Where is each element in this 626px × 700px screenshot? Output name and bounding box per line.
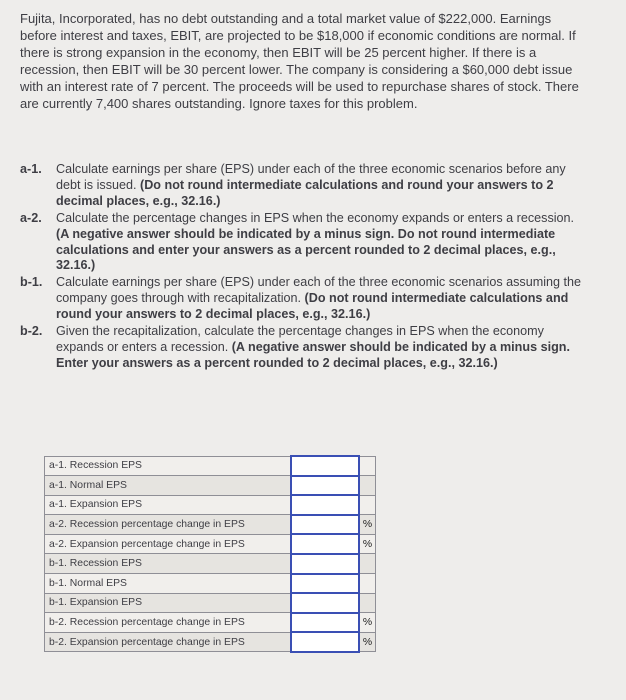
question-text: Calculate the percentage changes in EPS when the economy expands or enters a recession. [56,210,575,225]
problem-statement: Fujita, Incorporated, has no debt outstanding and a total market value of $222,000. Earnings before interest and taxes, EBIT, are projected to be $18,000 if economic conditions are normal. If there is strong expansion in the economy, then EBIT will be 25 percent higher. If there is a recession, then EBIT will be 30 percent lower. The company is considering a $60,000 debt issue with an interest rate of 7 percent. The proceeds will be used to repurchase shares of stock. There are currently 7,400 shares outstanding. Ignore taxes for this problem. [20,11,579,111]
answer-input-cell[interactable] [291,574,359,594]
question-a1 [20,162,590,210]
answer-input-cell[interactable] [291,593,359,613]
unit-cell [359,574,376,594]
table-row [45,476,376,496]
answer-table [44,455,376,653]
question-a2 [20,211,590,275]
question-label: b-2. [20,324,43,339]
answer-input-cell[interactable] [291,632,359,652]
question-list [20,162,590,373]
answer-input-cell[interactable] [291,456,359,476]
row-label: b-2. Recession percentage change in EPS [45,613,292,633]
question-text: Given the recapitalization, calculate the percentage changes in EPS when the economy expands or enters a recession. [56,324,544,354]
question-instruction: (A negative answer should be indicated by a minus sign. Enter your answers as a percent rounded to 2 decimal places, e.g., 32.16.) [56,339,570,370]
table-row [45,456,376,476]
unit-cell [359,554,376,574]
question-text: Calculate earnings per share (EPS) under each of the three economic scenarios before any debt is issued. [56,162,566,192]
unit-cell [359,593,376,613]
row-label: a-1. Normal EPS [45,476,292,496]
answer-input-cell[interactable] [291,613,359,633]
table-row [45,574,376,594]
percent-unit: % [359,632,376,652]
question-label: b-1. [20,275,43,290]
row-label: b-2. Expansion percentage change in EPS [45,632,292,652]
row-label: b-1. Normal EPS [45,574,292,594]
answer-input-cell[interactable] [291,554,359,574]
table-row [45,593,376,613]
row-label: a-1. Expansion EPS [45,495,292,515]
question-instruction: (A negative answer should be indicated by a minus sign. Do not round intermediate calculations and enter your answers as a percent rounded to 2 decimal places, e.g., 32.16.) [56,226,556,273]
percent-unit: % [359,613,376,633]
unit-cell [359,476,376,496]
question-b1 [20,275,590,323]
question-instruction: (Do not round intermediate calculations and round your answers to 2 decimal places, e.g., 32.16.) [56,291,569,322]
table-row [45,554,376,574]
row-label: b-1. Expansion EPS [45,593,292,613]
question-label: a-1. [20,162,42,176]
answer-input-cell[interactable] [291,495,359,515]
table-row [45,632,376,652]
percent-unit: % [359,515,376,535]
answer-input-cell[interactable] [291,476,359,496]
answer-input-cell[interactable] [291,515,359,535]
table-row [45,534,376,554]
table-row [45,613,376,633]
row-label: a-2. Expansion percentage change in EPS [45,534,292,554]
question-label: a-2. [20,210,42,225]
question-b2 [20,324,590,372]
question-instruction: (Do not round intermediate calculations and round your answers to 2 decimal places, e.g., 32.16.) [56,177,554,208]
table-row [45,495,376,515]
question-text: Calculate earnings per share (EPS) under each of the three economic scenarios assuming the company goes through with recapitalization. [56,275,582,306]
row-label: b-1. Recession EPS [45,554,292,574]
answer-input-cell[interactable] [291,534,359,554]
table-row [45,515,376,535]
row-label: a-2. Recession percentage change in EPS [45,515,292,535]
row-label: a-1. Recession EPS [45,456,292,476]
unit-cell [359,495,376,515]
unit-cell [359,456,376,476]
percent-unit: % [359,534,376,554]
